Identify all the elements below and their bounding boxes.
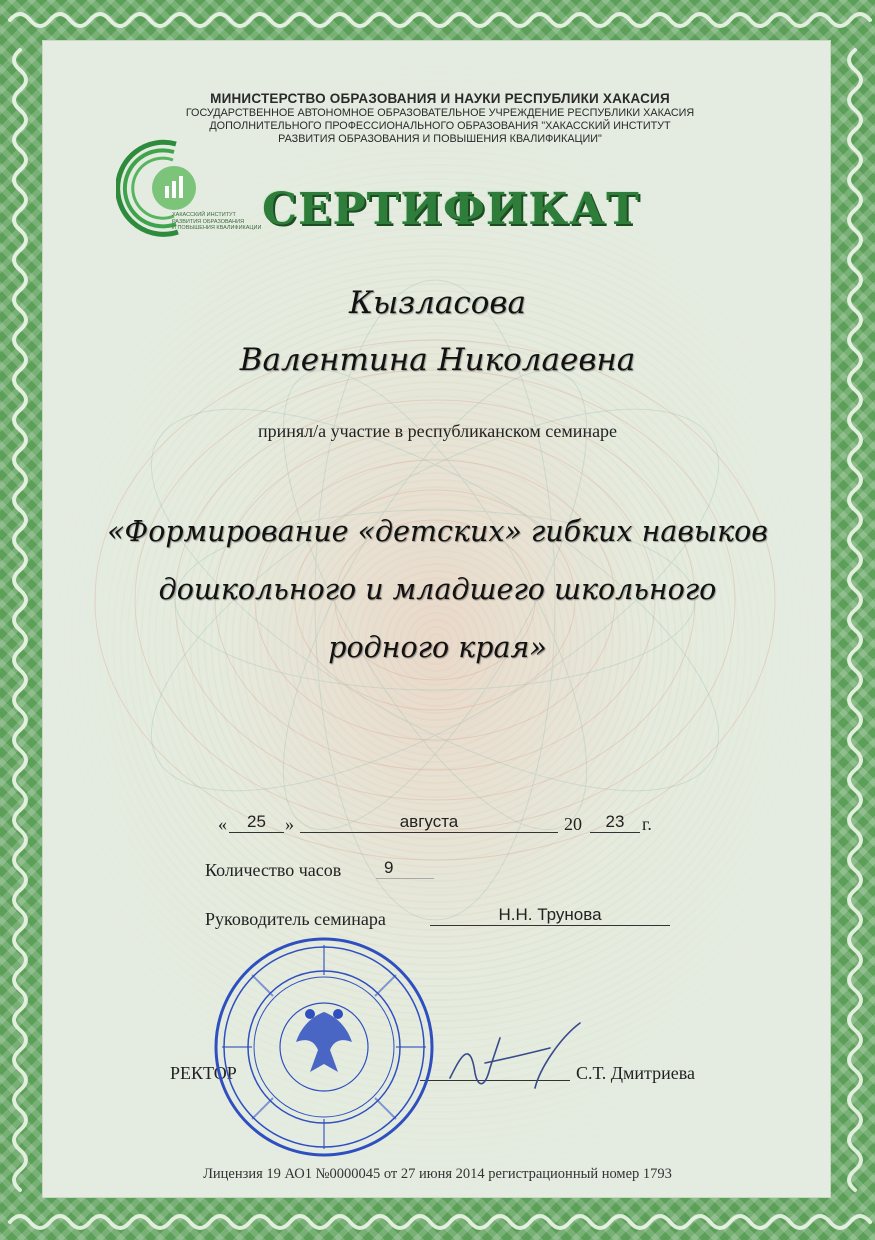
logo-caption-line: ХАКАССКИЙ ИНСТИТУТ (172, 212, 236, 218)
date-day: 25 (229, 812, 284, 833)
seminar-head-name: Н.Н. Трунова (430, 905, 670, 926)
seminar-title-line: «Формирование «детских» гибких навыков (107, 515, 768, 548)
recipient-surname: Кызласова (349, 285, 526, 321)
date-century: 20 (564, 814, 582, 834)
institution-line-1: ГОСУДАРСТВЕННОЕ АВТОНОМНОЕ ОБРАЗОВАТЕЛЬНОЕ УЧРЕЖДЕНИЕ РЕСПУБЛИКИ ХАКАСИЯ (185, 107, 695, 119)
institution-line-2: ДОПОЛНИТЕЛЬНОГО ПРОФЕССИОНАЛЬНОГО ОБРАЗОВАНИЯ "ХАКАССКИЙ ИНСТИТУТ (209, 120, 671, 132)
seminar-title (90, 503, 785, 677)
logo-caption-line: РАЗВИТИЯ ОБРАЗОВАНИЯ (172, 218, 245, 225)
hours-value: 9 (376, 858, 434, 879)
date-close-quote: » (285, 814, 294, 834)
license-info: Лицензия 19 АО1 №0000045 от 27 июня 2014 регистрационный номер 1793 (203, 1166, 672, 1182)
recipient-given-names: Валентина Николаевна (239, 342, 636, 378)
seminar-title-line: дошкольного и младшего школьного (158, 573, 717, 606)
seminar-head-label: Руководитель семинара (205, 909, 386, 929)
participation-text: принял/а участие в республиканском семинаре (257, 421, 618, 441)
hours-label: Количество часов (205, 860, 342, 880)
issue-date (218, 812, 678, 838)
official-seal (206, 932, 442, 1162)
date-suffix: г. (642, 814, 652, 834)
ministry-name: МИНИСТЕРСТВО ОБРАЗОВАНИЯ И НАУКИ РЕСПУБЛИКИ ХАКАСИЯ (210, 91, 670, 106)
date-open-quote: « (218, 814, 227, 834)
certificate-title: СЕРТИФИКАТ (262, 184, 640, 235)
date-month: августа (300, 812, 558, 833)
rector-signature (430, 1018, 600, 1108)
institution-line-3: РАЗВИТИЯ ОБРАЗОВАНИЯ И ПОВЫШЕНИЯ КВАЛИФИКАЦИИ" (278, 133, 602, 145)
rector-name: С.Т. Дмитриева (576, 1063, 695, 1083)
seminar-title-line: родного края» (328, 631, 547, 664)
logo-caption (172, 212, 272, 232)
date-year: 23 (590, 812, 640, 833)
logo-caption-line: И ПОВЫШЕНИЯ КВАЛИФИКАЦИИ (172, 225, 262, 232)
rector-label: РЕКТОР (170, 1063, 237, 1083)
